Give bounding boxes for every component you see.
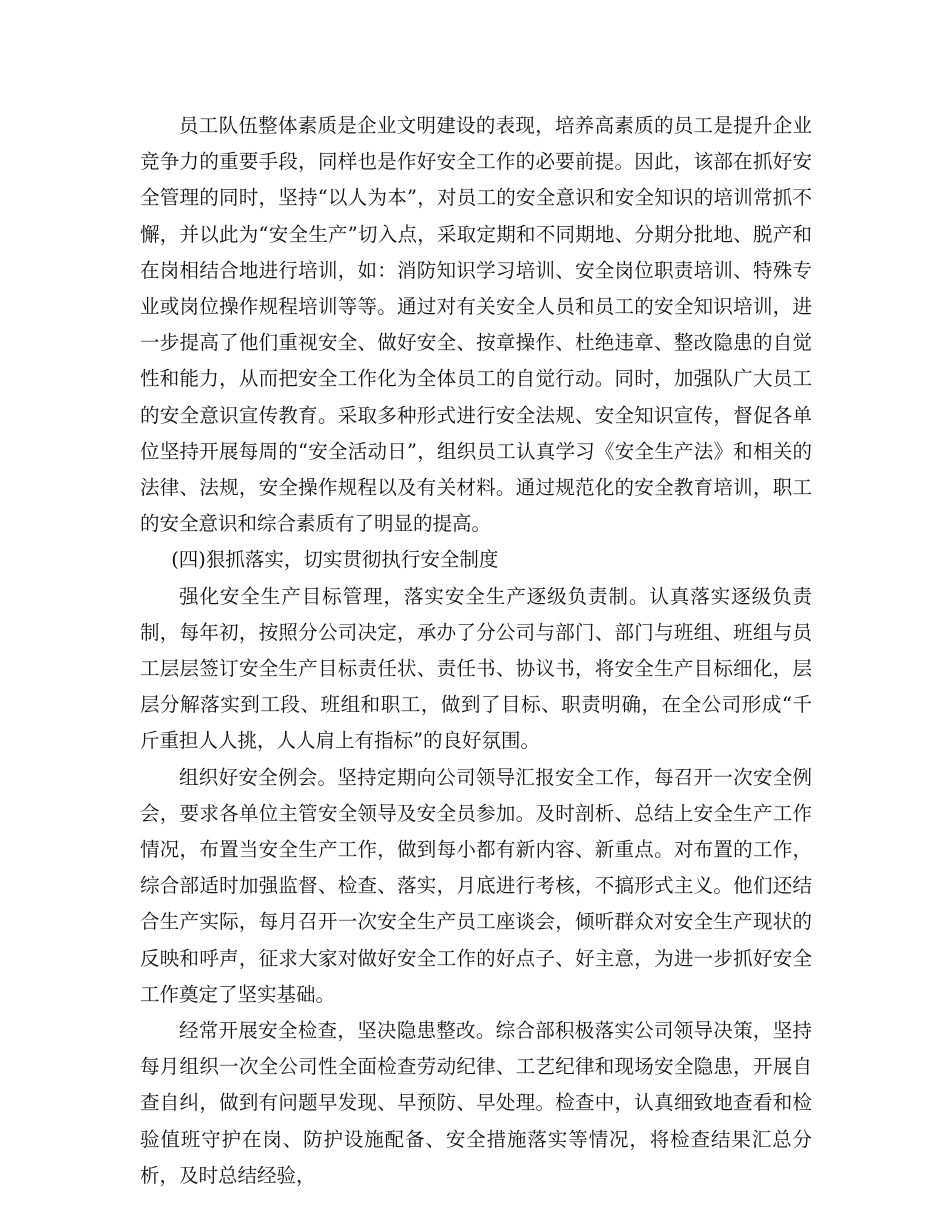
document-body — [140, 108, 812, 1194]
section-heading: (四)狠抓落实，切实贯彻执行安全制度 — [171, 548, 499, 572]
paragraph-safety-inspection: 经常开展安全检查，坚决隐患整改。综合部积极落实公司领导决策，坚持每月组织一次全公司性全面检查劳动纪律、工艺纪律和现场安全隐患，开展自查自纠，做到有问题早发现、早预防、早处理。检查中，认真细致地查看和检验值班守护在岗、防护设施配备、安全措施落实等情况，将检查结果汇总分析，及时总结经验， — [140, 1019, 812, 1187]
paragraph-staff-training: 员工队伍整体素质是企业文明建设的表现，培养高素质的员工是提升企业竞争力的重要手段，同样也是作好安全工作的必要前提。因此，该部在抓好安全管理的同时，坚持“以人为本”，对员工的安全意识和安全知识的培训常抓不懈，并以此为“安全生产”切入点，采取定期和不同期地、分期分批地、脱产和在岗相结合地进行培训，如：消防知识学习培训、安全岗位职责培训、特殊专业或岗位操作规程培训等等。通过对有关安全人员和员工的安全知识培训，进一步提高了他们重视安全、做好安全、按章操作、杜绝违章、整改隐患的自觉性和能力，从而把安全工作化为全体员工的自觉行动。同时，加强队广大员工的安全意识宣传教育。采取多种形式进行安全法规、安全知识宣传，督促各单位坚持开展每周的“安全活动日”，组织员工认真学习《安全生产法》和相关的法律、法规，安全操作规程以及有关材料。通过规范化的安全教育培训，职工的安全意识和综合素质有了明显的提高。 — [140, 114, 812, 536]
paragraph-target-management: 强化安全生产目标管理，落实安全生产逐级负责制。认真落实逐级负责制，每年初，按照分公司决定，承办了分公司与部门、部门与班组、班组与员工层层签订安全生产目标责任状、责任书、协议书，将安全生产目标细化，层层分解落实到工段、班组和职工，做到了目标、职责明确，在全公司形成“千斤重担人人挑，人人肩上有指标”的良好氛围。 — [140, 584, 812, 753]
paragraph-safety-meetings: 组织好安全例会。坚持定期向公司领导汇报安全工作，每召开一次安全例会，要求各单位主管安全领导及安全员参加。及时剖析、总结上安全生产工作情况，布置当安全生产工作，做到每小都有新内容、新重点。对布置的工作，综合部适时加强监督、检查、落实，月底进行考核，不搞形式主义。他们还结合生产实际，每月召开一次安全生产员工座谈会，倾听群众对安全生产现状的反映和呼声，征求大家对做好安全工作的好点子、好主意，为进一步抓好安全工作奠定了坚实基础。 — [140, 765, 812, 1006]
